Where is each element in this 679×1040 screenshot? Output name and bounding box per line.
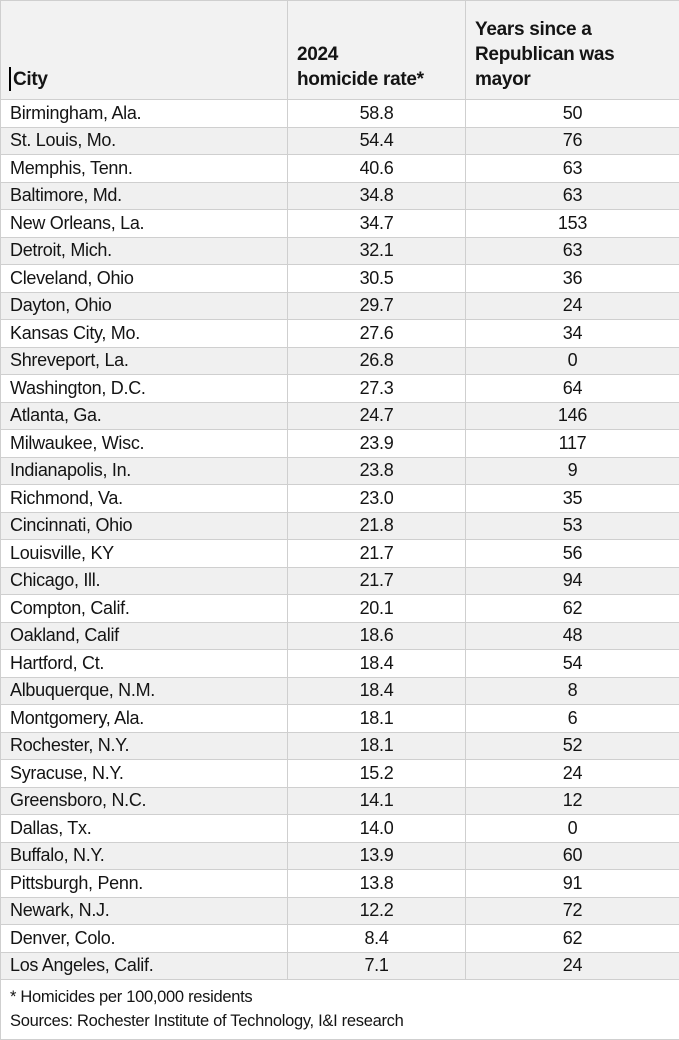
city-cell: Cincinnati, Ohio	[1, 512, 288, 540]
header-label-line: City	[10, 67, 279, 92]
table-footer	[1, 980, 679, 1040]
rate-cell: 24.7	[288, 402, 466, 430]
table-row	[1, 512, 679, 540]
years-cell: 63	[466, 155, 679, 183]
city-cell: Baltimore, Md.	[1, 182, 288, 210]
city-cell: Newark, N.J.	[1, 897, 288, 925]
header-row	[1, 1, 679, 100]
table-row	[1, 897, 679, 925]
rate-cell: 12.2	[288, 897, 466, 925]
years-cell: 36	[466, 265, 679, 293]
table-row	[1, 210, 679, 238]
years-cell: 6	[466, 705, 679, 733]
rate-cell: 23.9	[288, 430, 466, 458]
text-cursor	[9, 67, 11, 91]
table-row	[1, 320, 679, 348]
rate-cell: 21.7	[288, 540, 466, 568]
city-cell: Milwaukee, Wisc.	[1, 430, 288, 458]
header-label-line: Years since a	[475, 17, 671, 42]
source-line: Sources: Rochester Institute of Technology, I&I research	[10, 1009, 671, 1033]
years-cell: 63	[466, 237, 679, 265]
table-row	[1, 705, 679, 733]
table-row	[1, 155, 679, 183]
years-cell: 62	[466, 595, 679, 623]
rate-cell: 26.8	[288, 347, 466, 375]
rate-cell: 8.4	[288, 925, 466, 953]
rate-cell: 13.9	[288, 842, 466, 870]
city-cell: Compton, Calif.	[1, 595, 288, 623]
table-row	[1, 595, 679, 623]
table-row	[1, 870, 679, 898]
city-cell: Syracuse, N.Y.	[1, 760, 288, 788]
rate-cell: 15.2	[288, 760, 466, 788]
rate-cell: 23.8	[288, 457, 466, 485]
table-row	[1, 925, 679, 953]
city-cell: Indianapolis, In.	[1, 457, 288, 485]
city-cell: Chicago, Ill.	[1, 567, 288, 595]
years-cell: 64	[466, 375, 679, 403]
years-cell: 60	[466, 842, 679, 870]
rate-cell: 7.1	[288, 952, 466, 980]
table-row	[1, 127, 679, 155]
city-cell: Dallas, Tx.	[1, 815, 288, 843]
years-cell: 0	[466, 815, 679, 843]
years-cell: 56	[466, 540, 679, 568]
years-cell: 24	[466, 292, 679, 320]
city-cell: Los Angeles, Calif.	[1, 952, 288, 980]
table-body	[1, 100, 679, 980]
years-cell: 9	[466, 457, 679, 485]
city-cell: Shreveport, La.	[1, 347, 288, 375]
table-row	[1, 430, 679, 458]
city-cell: Montgomery, Ala.	[1, 705, 288, 733]
city-cell: Memphis, Tenn.	[1, 155, 288, 183]
rate-cell: 34.8	[288, 182, 466, 210]
city-cell: Atlanta, Ga.	[1, 402, 288, 430]
years-cell: 62	[466, 925, 679, 953]
table-row	[1, 402, 679, 430]
city-cell: Hartford, Ct.	[1, 650, 288, 678]
rate-cell: 21.8	[288, 512, 466, 540]
city-cell: Kansas City, Mo.	[1, 320, 288, 348]
rate-cell: 14.1	[288, 787, 466, 815]
years-cell: 24	[466, 952, 679, 980]
city-cell: Detroit, Mich.	[1, 237, 288, 265]
footer-cell	[1, 980, 679, 1040]
table-row	[1, 292, 679, 320]
table-header	[1, 1, 679, 100]
rate-cell: 13.8	[288, 870, 466, 898]
table-row	[1, 375, 679, 403]
table-row	[1, 237, 679, 265]
city-cell: Greensboro, N.C.	[1, 787, 288, 815]
city-cell: Birmingham, Ala.	[1, 100, 288, 128]
years-cell: 52	[466, 732, 679, 760]
rate-cell: 18.6	[288, 622, 466, 650]
years-cell: 54	[466, 650, 679, 678]
table-row	[1, 457, 679, 485]
years-cell: 34	[466, 320, 679, 348]
column-header-homicide-rate	[288, 1, 466, 100]
city-cell: Rochester, N.Y.	[1, 732, 288, 760]
rate-cell: 40.6	[288, 155, 466, 183]
rate-cell: 58.8	[288, 100, 466, 128]
header-label-line: mayor	[475, 67, 671, 92]
years-cell: 35	[466, 485, 679, 513]
city-cell: Louisville, KY	[1, 540, 288, 568]
years-cell: 153	[466, 210, 679, 238]
footnote: * Homicides per 100,000 residents	[10, 985, 671, 1009]
years-cell: 72	[466, 897, 679, 925]
rate-cell: 18.4	[288, 677, 466, 705]
table-row	[1, 567, 679, 595]
city-cell: Albuquerque, N.M.	[1, 677, 288, 705]
years-cell: 76	[466, 127, 679, 155]
table-row	[1, 952, 679, 980]
city-cell: Oakland, Calif	[1, 622, 288, 650]
table-row	[1, 622, 679, 650]
years-cell: 50	[466, 100, 679, 128]
years-cell: 0	[466, 347, 679, 375]
table-row	[1, 100, 679, 128]
years-cell: 63	[466, 182, 679, 210]
city-cell: Washington, D.C.	[1, 375, 288, 403]
years-cell: 117	[466, 430, 679, 458]
rate-cell: 27.3	[288, 375, 466, 403]
rate-cell: 23.0	[288, 485, 466, 513]
rate-cell: 20.1	[288, 595, 466, 623]
table-row	[1, 732, 679, 760]
city-cell: Pittsburgh, Penn.	[1, 870, 288, 898]
city-cell: Buffalo, N.Y.	[1, 842, 288, 870]
years-cell: 91	[466, 870, 679, 898]
table-row	[1, 485, 679, 513]
table-row	[1, 677, 679, 705]
column-header-years-since-republican-mayor	[466, 1, 679, 100]
header-label-line: 2024	[297, 42, 457, 67]
table-row	[1, 650, 679, 678]
rate-cell: 30.5	[288, 265, 466, 293]
city-cell: New Orleans, La.	[1, 210, 288, 238]
years-cell: 12	[466, 787, 679, 815]
years-cell: 146	[466, 402, 679, 430]
city-cell: Denver, Colo.	[1, 925, 288, 953]
city-cell: St. Louis, Mo.	[1, 127, 288, 155]
years-cell: 48	[466, 622, 679, 650]
table-row	[1, 347, 679, 375]
years-cell: 53	[466, 512, 679, 540]
rate-cell: 34.7	[288, 210, 466, 238]
rate-cell: 27.6	[288, 320, 466, 348]
table-row	[1, 265, 679, 293]
rate-cell: 29.7	[288, 292, 466, 320]
rate-cell: 18.4	[288, 650, 466, 678]
rate-cell: 54.4	[288, 127, 466, 155]
table-row	[1, 815, 679, 843]
table-row	[1, 787, 679, 815]
table-row	[1, 540, 679, 568]
years-cell: 8	[466, 677, 679, 705]
rate-cell: 18.1	[288, 732, 466, 760]
city-cell: Richmond, Va.	[1, 485, 288, 513]
table-row	[1, 760, 679, 788]
header-label-line: Republican was	[475, 42, 671, 67]
city-cell: Cleveland, Ohio	[1, 265, 288, 293]
column-header-city	[1, 1, 288, 100]
rate-cell: 14.0	[288, 815, 466, 843]
city-cell: Dayton, Ohio	[1, 292, 288, 320]
years-cell: 94	[466, 567, 679, 595]
rate-cell: 21.7	[288, 567, 466, 595]
header-label-line: homicide rate*	[297, 67, 457, 92]
table-row	[1, 842, 679, 870]
rate-cell: 32.1	[288, 237, 466, 265]
years-cell: 24	[466, 760, 679, 788]
rate-cell: 18.1	[288, 705, 466, 733]
table-row	[1, 182, 679, 210]
